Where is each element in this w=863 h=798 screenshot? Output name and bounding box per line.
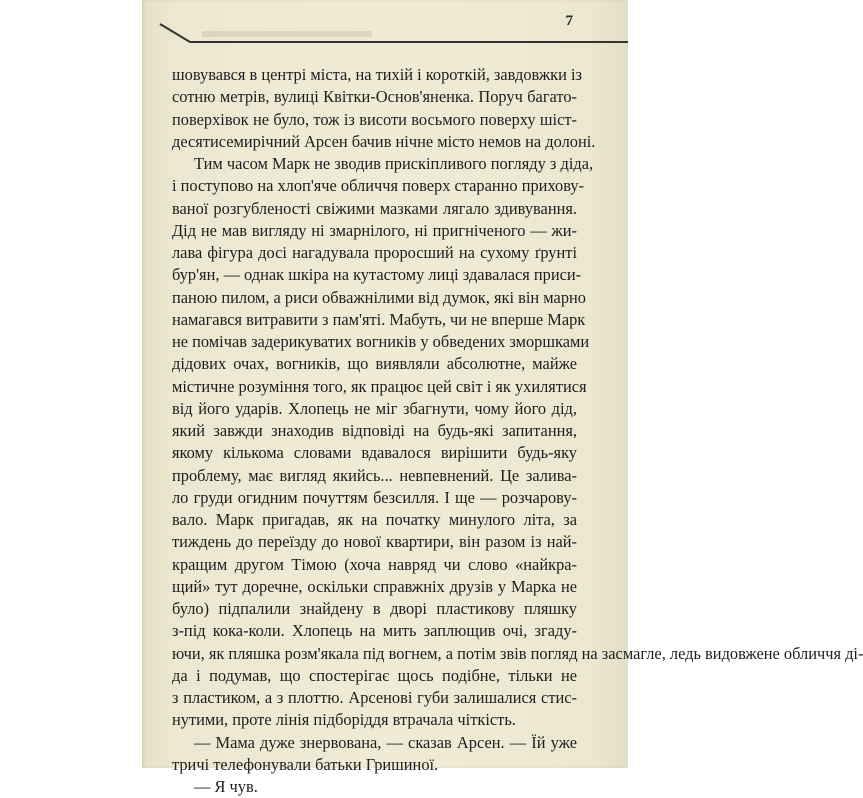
text-line: шовувався в центрі міста, на тихій і короткій, завдовжки із [172,65,583,84]
text-line: Дід не мав вигляду ні змарнілого, ні пригніченого — жи- [172,220,577,240]
text-line: якому кількома словами вдавалося вирішити будь-яку [172,443,577,463]
text-line: — Я чув. [194,777,258,796]
text-line: містичне розуміння того, як працює цей світ і як ухилятися [172,376,587,396]
text-line: проблему, має вигляд якийсь... невпевнений. Це залива- [172,465,577,485]
text-line: поверхівок не було, тож із висоти восьмого поверху шіст- [172,109,577,129]
book-page [142,0,863,796]
paragraph [172,64,596,153]
text-line: було) підпалили знайдену в дворі пластикову пляшку [172,599,577,618]
text-line: паною пилом, а риси обважнілими від думок, які він марно [172,287,586,307]
text-line: десятисемирічний Арсен бачив нічне місто немов на долоні. [172,131,596,151]
text-line: від його ударів. Хлопець не міг збагнути, чому його дід, [172,398,577,418]
text-line: не помічав задерикуватих вогників у обведених зморшками [172,332,590,351]
text-line: тричі телефонували батьки Гришиної. [172,754,439,774]
page-number: 7 [565,13,573,29]
text-line: і поступово на хлоп'яче обличчя поверх старанно прихову- [172,176,585,196]
header-rule [142,0,628,48]
text-line: лава фігура досі нагадувала проросший на сухому ґрунті [172,243,577,262]
text-line: кращим другом Тімою (хоча навряд чи слово «найкра- [172,554,577,574]
text-line: нутими, проте лінія підборіддя втрачала чіткість. [172,710,516,730]
text-line: ваної розгубленості свіжими мазками лягало здивування. [172,198,577,218]
text-line: вало. Марк пригадав, як на початку минулого літа, за [172,510,577,529]
text-line: намагався витравити з пам'яті. Мабуть, чи не вперше Марк [172,309,586,329]
text-line: бур'ян, — однак шкіра на кутастому лиці здавалася приси- [172,265,582,285]
text-line: з пластиком, а з плоттю. Арсенові губи залишалися стис- [172,688,577,707]
text-line: щий» тут доречне, оскільки справжніх друзів у Марка не [172,576,577,596]
text-line: з-під кока-коли. Хлопець на мить заплющив очі, згаду- [172,621,577,641]
body-text [172,64,863,798]
text-line: який завжди знаходив відповіді на будь-які запитання, [172,421,577,440]
text-line: да і подумав, що спостерігає щось подібне, тільки не [172,665,577,685]
text-line: сотню метрів, вулиці Квітки-Основ'яненка. Поруч багато- [172,87,577,107]
text-line: дідових очах, вогників, що виявляли абсолютне, майже [172,354,577,374]
paragraph [172,153,863,732]
paragraph [172,732,577,777]
paragraph [172,776,577,798]
text-line: ючи, як пляшка розм'якала під вогнем, а потім звів погляд на засмагле, ледь видовжене обличчя ді- [172,643,863,663]
text-line: ло груди огидним почуттям безсилля. І ще — розчарову- [172,487,577,507]
text-line: Тим часом Марк не зводив прискіпливого погляду з діда, [194,154,594,173]
text-line: тиждень до переїзду до нової квартири, він разом із най- [172,532,577,552]
text-line: — Мама дуже знервована, — сказав Арсен. — Їй уже [194,732,577,752]
